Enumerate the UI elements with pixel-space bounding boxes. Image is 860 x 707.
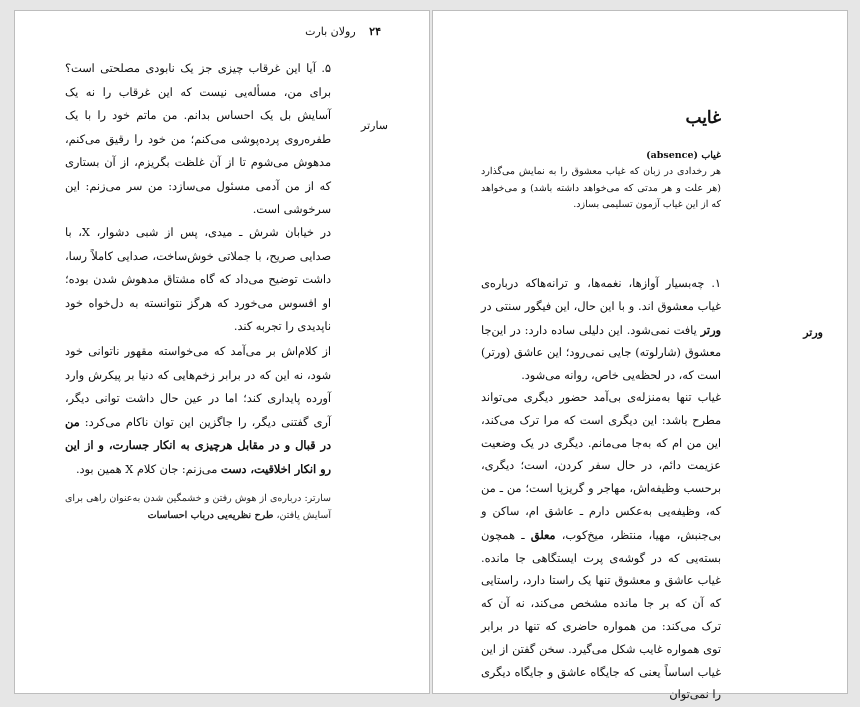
paragraph-text: می‌زنم: جان کلام X همین بود. [75,462,221,476]
paragraph-text: ۱. چه‌بسیار آوازها، نغمه‌ها، و ترانه‌هاکه درباره‌ی غیاب معشوق اند. و با این حال، این فیگور سنتی در [481,277,721,313]
bold-word: ورتر [700,322,721,337]
footnote-text: سارتر: درباره‌ی از هوش رفتن و خشمگین شدن به‌عنوان راهی برای آسایش یافتن، [65,493,331,521]
paragraph-text: یافت نمی‌شود. این دلیلی ساده دارد: در این‌جا معشوق (شارلوته) جایی نمی‌رود؛ این عاشق (ورتر) است که، در لحظه‌یی خاص، روانه می‌شود. [481,323,721,383]
paragraph-words [65,340,331,481]
bold-phrase: من در قبال و در مقابل هرچیزی به انکار جسارت، و از این رو انکار اخلاقیت، دست [65,414,331,476]
paragraph-1 [481,273,721,388]
page-number: ۲۴ [369,25,381,38]
definition-text: هر رخدادی در زبان که غیاب معشوق را به نمایش می‌گذارد (هر علت و هر مدتی که می‌خواهد داشته باشد) و می‌خواهد که از این غیاب آزمون تسلیمی بسازد. [481,166,721,210]
margin-note-sartre: سارتر [361,119,389,132]
bold-word: معلق [530,527,556,542]
paragraph-absence [481,387,721,707]
definition-term: غیاب (absence) [646,150,721,161]
paragraph-text: ـ همچون بسته‌یی که در گوشه‌ی پرت ایستگاهی جا مانده. غیاب عاشق و معشوق تنها یک راستا دارد، راستایی که آن که بر جا مانده مشخص می‌کند، نه آن که ترک می‌کند: من همواره حاضری که تنها در برابر توی همواره غایب شکل می‌گیرد. سخن گفتن از این غیاب اساساً یعنی که جایگاه عاشق و جایگاه دیگری را نمی‌توان [481,528,721,702]
paragraph-text: غیاب تنها به‌منزله‌ی بی‌آمد حضور دیگری می‌تواند مطرح باشد: این دیگری است که مرا ترک می‌کند، این من ام که به‌جا می‌مانم. دیگری در یک وضعیت عزیمت دائم، در حال سفر کردن، است؛ دیگری، برحسب وظیفه‌اش، مهاجر و گریزپا است؛ من ـ من که، وظیفه‌یی به‌عکس دارم ـ عاشق ام، ساکن و بی‌جنبش، مهیا، منتظر، میخ‌کوب، [481,391,721,542]
running-title: رولان بارت [305,25,356,38]
margin-note-werther: ورتر [803,326,823,339]
right-page [432,10,848,702]
paragraph-5: ۵. آیا این غرقاب چیزی جز یک نابودی مصلحتی است؟ برای من، مسأله‌یی نیست که این غرقاب را نه یک آسایش بل یک احساس بدانم. من ماتم خود را با یک طفره‌روی پرده‌پوشی می‌کنم؛ من خود را رقیق می‌کنم، مدهوش می‌شوم تا از آن غلظت بگریزم، از آن بستاری که از من آدمی مسئول می‌سازد: من سر می‌زنم: این سرخوشی است. [65,62,331,216]
paragraph-text: از کلام‌اش بر می‌آمد که می‌خواسته مقهور ناتوانی خود شود، نه این که در برابر زخم‌هایی که دنیا بر پیکرش وارد آورده پایداری کند؛ اما در عین حال داشت توانی دیگر، آری گفتنی دیگر، را جاگزین این توان ناکام می‌کرد: [65,345,331,429]
paragraph-street: در خیابان شرش ـ میدی، پس از شبی دشوار، X، با صدایی صریح، با جملاتی خوش‌ساخت، صدایی کاملاً رسا، داشت توضیح می‌داد که گاه مشتاق مدهوش شدن بوده؛ او افسوس می‌خورد که هرگز نتوانسته به دل‌خواه خود ناپدیدی را تجربه کند. [65,226,331,333]
definition [481,148,721,213]
left-page [14,10,430,694]
footnote [65,490,331,524]
page-header [305,25,381,38]
footnote-book-title: طرح نظریه‌یی درباب احساسات [147,510,274,521]
chapter-title: غایب [685,108,721,128]
